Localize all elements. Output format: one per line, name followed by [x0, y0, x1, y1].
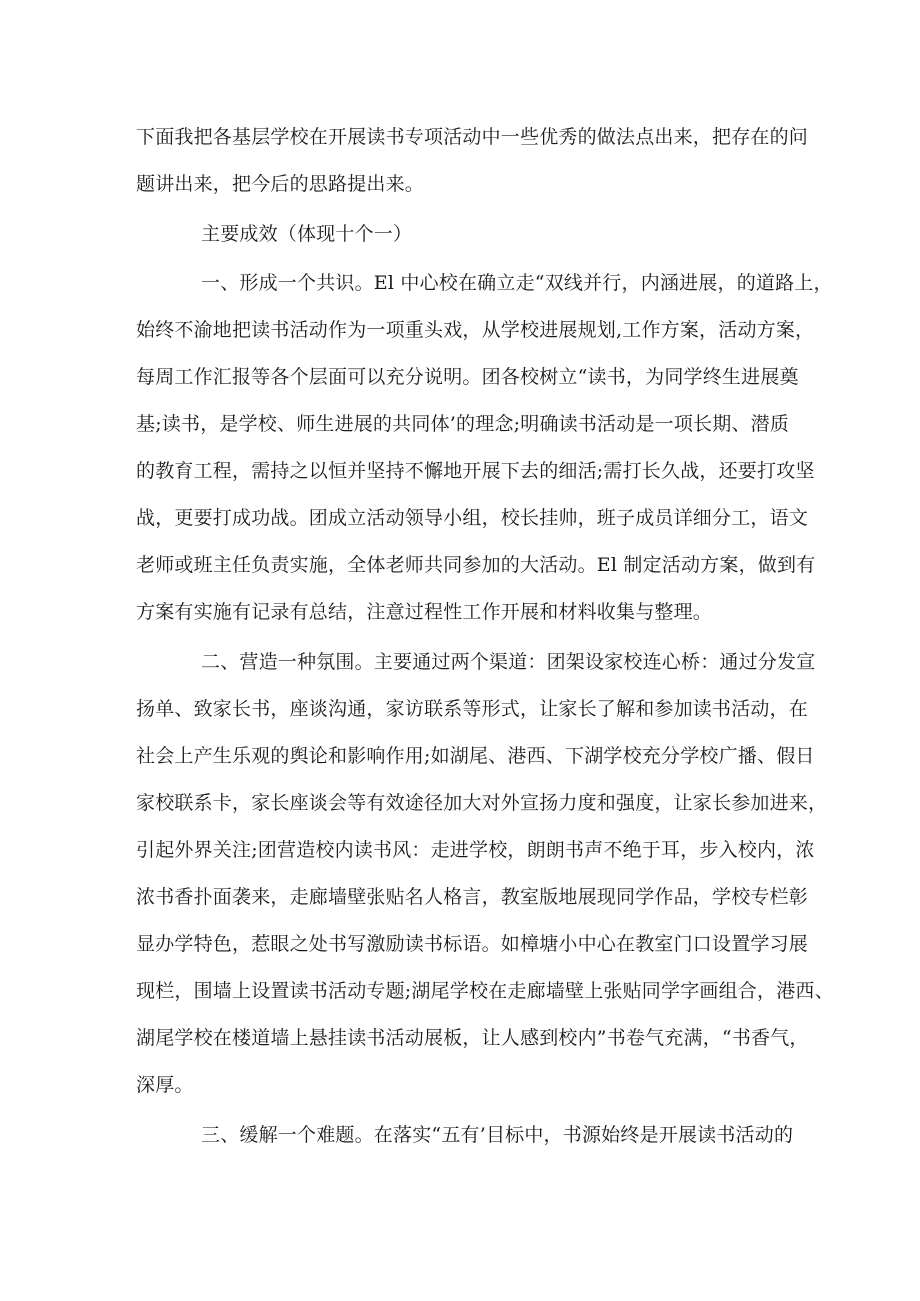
section-heading: 主要成效（体现十个一）: [201, 223, 413, 245]
para2-line-7: 显办学特色，惹眼之处书写激励读书标语。如樟塘小中心在教室门口设置学习展: [136, 933, 809, 955]
para1-line-2: 始终不渝地把读书活动作为一项重头戏，从学校进展规划,工作方案，活动方案，: [136, 319, 815, 341]
para1-line-6: 战，更要打成功战。团成立活动领导小组，校长挂帅，班子成员详细分工，语文: [136, 507, 809, 529]
para2-line-2: 扬单、致家长书，座谈沟通，家访联系等形式，让家长了解和参加读书活动，在: [136, 698, 809, 720]
para2-line-4: 家校联系卡，家长座谈会等有效途径加大对外宣扬力度和强度，让家长参加进来，: [136, 792, 828, 814]
para1-line-5: 的教育工程，需持之以恒并坚持不懈地开展下去的细活;需打长久战，还要打攻坚: [136, 460, 815, 482]
para1-line-7: 老师或班主任负责实施，全体老师共同参加的大活动。El 制定活动方案，做到有: [136, 554, 816, 576]
para2-line-5: 引起外界关注;团营造校内读书风：走进学校，朗朗书声不绝于耳，步入校内，浓: [136, 839, 815, 861]
para3-line-1: 三、缓解一个难题。在落实“五有’目标中，书源始终是开展读书活动的: [201, 1124, 794, 1146]
para2-line-8: 现栏，围墙上设置读书活动专题;湖尾学校在走廊墙壁上张贴同学字画组合，港西、: [136, 980, 834, 1002]
intro-line-2: 题讲出来，把今后的思路提出来。: [136, 173, 425, 195]
para1-line-1: 一、形成一个共识。El 中心校在确立走“双线并行，内涵进展，的道路上，: [201, 272, 833, 294]
para1-line-8: 方案有实施有记录有总结，注意过程性工作开展和材料收集与整理。: [136, 601, 713, 623]
para1-line-3: 每周工作汇报等各个层面可以充分说明。团各校树立“读书，为同学终生进展奠: [136, 366, 799, 388]
intro-line-1: 下面我把各基层学校在开展读书专项活动中一些优秀的做法点出来，把存在的问: [136, 126, 809, 148]
para2-line-6: 浓书香扑面袭来，走廊墙壁张贴名人格言，教室版地展现同学作品，学校专栏彰: [136, 886, 809, 908]
para2-line-3: 社会上产生乐观的舆论和影响作用;如湖尾、港西、下湖学校充分学校广播、假日: [136, 745, 815, 767]
para1-line-4: 基;读书，是学校、师生进展的共同体’的理念;明确读书活动是一项长期、潜质: [136, 413, 790, 435]
para2-line-9: 湖尾学校在楼道墙上悬挂读书活动展板，让人感到校内”书卷气充满，“书香气，: [136, 1027, 809, 1049]
para2-line-10: 深厚。: [136, 1074, 194, 1096]
para2-line-1: 二、营造一种氛围。主要通过两个渠道：团架设家校连心桥：通过分发宣: [201, 651, 816, 673]
